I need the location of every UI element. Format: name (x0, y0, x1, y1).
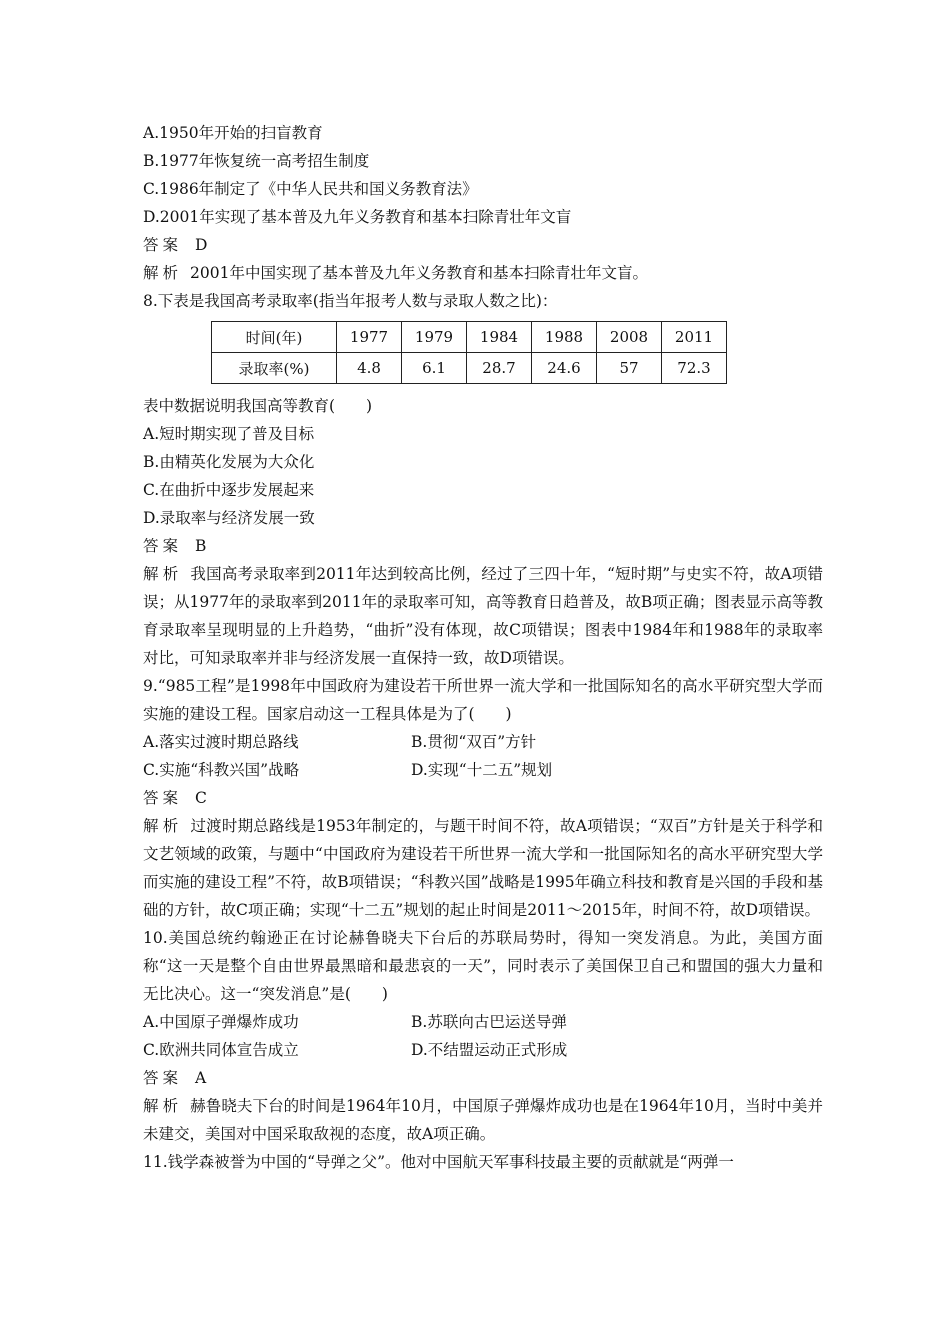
q9-option-b: B.贯彻“双百”方针 (411, 733, 537, 751)
q7-option-d: D.2001年实现了基本普及九年义务教育和基本扫除青壮年文盲 (143, 208, 572, 226)
q9-options-row-1 (143, 728, 823, 756)
table-cell: 2008 (597, 322, 662, 353)
table-cell: 1984 (467, 322, 532, 353)
q10-options-row-1 (143, 1008, 823, 1036)
table-cell: 57 (597, 353, 662, 384)
q8-option-a: A.短时期实现了普及目标 (143, 425, 315, 443)
q7-analysis (143, 259, 823, 287)
admission-rate-table (211, 321, 727, 384)
analysis-label: 解析 (143, 817, 183, 835)
answer-label: 答案 (143, 1069, 183, 1087)
q10-options-row-2 (143, 1036, 823, 1064)
q8-answer (143, 532, 823, 560)
q9-answer (143, 784, 823, 812)
analysis-text: 过渡时期总路线是1953年制定的，与题干时间不符，故A项错误；“双百”方针是关于科学和文艺领域的政策，与题中“中国政府为建设若干所世界一流大学和一批国际知名的高水平研究型大学而实施的建设工程”不符，故B项错误；“科教兴国”战略是1995年确立科技和教育是兴国的手段和基础的方针，故C项正确；实现“十二五”规划的起止时间是2011～2015年，时间不符，故D项错误。 (143, 817, 823, 919)
answer-value: C (194, 789, 207, 807)
document-page (143, 119, 823, 1176)
analysis-text: 我国高考录取率到2011年达到较高比例，经过了三四十年，“短时期”与史实不符，故A项错误；从1977年的录取率到2011年的录取率可知，高等教育日趋普及，故B项正确；图表显示高等教育录取率呈现明显的上升趋势，“曲折”没有体现，故C项错误；图表中1984年和1988年的录取率对比，可知录取率并非与经济发展一直保持一致，故D项错误。 (143, 565, 823, 667)
table-cell: 24.6 (532, 353, 597, 384)
q8-option-b: B.由精英化发展为大众化 (143, 453, 315, 471)
table-cell: 6.1 (402, 353, 467, 384)
analysis-text: 赫鲁晓夫下台的时间是1964年10月，中国原子弹爆炸成功也是在1964年10月，当时中美并未建交，美国对中国采取敌视的态度，故A项正确。 (143, 1097, 823, 1143)
table-header-label: 时间(年) (212, 322, 337, 353)
table-row-label: 录取率(%) (212, 353, 337, 384)
analysis-label: 解析 (143, 264, 183, 282)
answer-label: 答案 (143, 537, 183, 555)
q10-option-b: B.苏联向古巴运送导弹 (411, 1013, 567, 1031)
q10-analysis (143, 1092, 823, 1148)
table-cell: 72.3 (662, 353, 727, 384)
table-cell: 28.7 (467, 353, 532, 384)
table-cell: 4.8 (337, 353, 402, 384)
q9-options-row-2 (143, 756, 823, 784)
q7-option-a: A.1950年开始的扫盲教育 (143, 124, 323, 142)
q10-answer (143, 1064, 823, 1092)
table-cell: 2011 (662, 322, 727, 353)
table-row (212, 353, 727, 384)
answer-value: A (194, 1069, 207, 1087)
q7-answer (143, 231, 823, 259)
q10-option-a: A.中国原子弹爆炸成功 (143, 1013, 299, 1031)
answer-label: 答案 (143, 789, 183, 807)
q8-question: 表中数据说明我国高等教育( ) (143, 397, 373, 415)
answer-label: 答案 (143, 236, 183, 254)
q7-option-b: B.1977年恢复统一高考招生制度 (143, 152, 370, 170)
q11-stem: 11.钱学森被誉为中国的“导弹之父”。他对中国航天军事科技最主要的贡献就是“两弹一 (143, 1153, 734, 1171)
table-cell: 1988 (532, 322, 597, 353)
q10-option-c: C.欧洲共同体宣告成立 (143, 1041, 299, 1059)
q7-option-c: C.1986年制定了《中华人民共和国义务教育法》 (143, 180, 478, 198)
q10-stem: 10.美国总统约翰逊正在讨论赫鲁晓夫下台后的苏联局势时，得知一突发消息。为此，美国方面称“这一天是整个自由世界最黑暗和最悲哀的一天”，同时表示了美国保卫自己和盟国的强大力量和无比决心。这一“突发消息”是( ) (143, 929, 823, 1003)
q9-option-d: D.实现“十二五”规划 (411, 761, 553, 779)
table-row (212, 322, 727, 353)
analysis-text: 2001年中国实现了基本普及九年义务教育和基本扫除青壮年文盲。 (190, 264, 648, 282)
table-cell: 1977 (337, 322, 402, 353)
answer-value: D (194, 236, 208, 254)
q9-stem: 9.“985工程”是1998年中国政府为建设若干所世界一流大学和一批国际知名的高水平研究型大学而实施的建设工程。国家启动这一工程具体是为了( ) (143, 677, 823, 723)
q10-option-d: D.不结盟运动正式形成 (411, 1041, 568, 1059)
q9-analysis (143, 812, 823, 924)
analysis-label: 解析 (143, 565, 183, 583)
q8-stem: 8.下表是我国高考录取率(指当年报考人数与录取人数之比)： (143, 292, 558, 310)
table-cell: 1979 (402, 322, 467, 353)
q9-option-c: C.实施“科教兴国”战略 (143, 761, 300, 779)
q8-option-c: C.在曲折中逐步发展起来 (143, 481, 315, 499)
q8-option-d: D.录取率与经济发展一致 (143, 509, 315, 527)
analysis-label: 解析 (143, 1097, 183, 1115)
q8-analysis (143, 560, 823, 672)
q9-option-a: A.落实过渡时期总路线 (143, 733, 299, 751)
answer-value: B (194, 537, 207, 555)
